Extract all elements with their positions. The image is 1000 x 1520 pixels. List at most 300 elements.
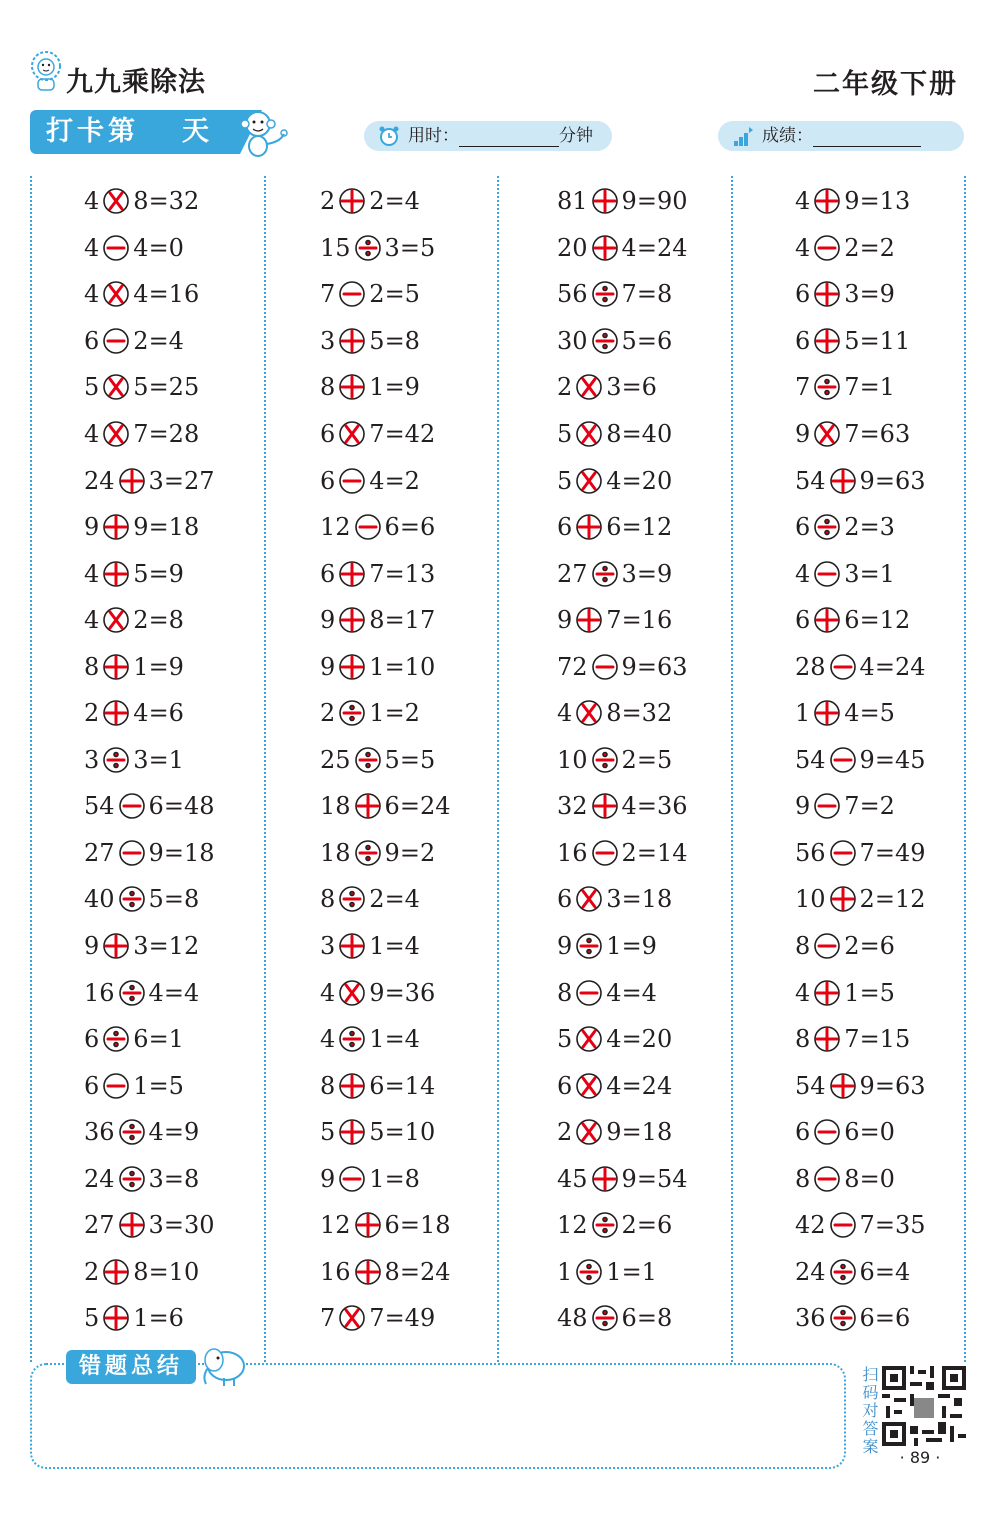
result: =2 — [384, 466, 420, 495]
exercise-row — [320, 178, 450, 225]
operand-a: 16 — [84, 978, 115, 1007]
plus-circle-icon — [338, 932, 366, 960]
operand-a: 81 — [557, 187, 588, 216]
operand-a: 9 — [84, 513, 100, 542]
result: =1 — [148, 745, 184, 774]
page-number: · 89 · — [899, 1448, 941, 1467]
exercise-row — [84, 1109, 214, 1156]
operand-a: 10 — [795, 885, 826, 914]
minus-circle-icon — [829, 746, 857, 774]
exercise-row — [557, 690, 687, 737]
result: =25 — [148, 373, 200, 402]
operand-b: 1 — [133, 1304, 149, 1333]
divide-circle-icon — [354, 839, 382, 867]
operand-a: 4 — [84, 606, 100, 635]
operand-b: 4 — [844, 699, 860, 728]
plus-circle-icon — [354, 792, 382, 820]
mistake-summary-label: 错题总结 — [66, 1350, 196, 1384]
exercise-row — [320, 364, 450, 411]
result: =5 — [636, 745, 673, 774]
divide-circle-icon — [102, 746, 130, 774]
result: =18 — [399, 1211, 451, 1240]
result: =6 — [621, 373, 657, 402]
result: =0 — [859, 1164, 895, 1193]
operand-b: 2 — [859, 885, 875, 914]
result: =9 — [148, 652, 184, 681]
operand-a: 9 — [320, 652, 336, 681]
exercise-row — [320, 225, 450, 272]
exercise-row — [84, 1202, 214, 1249]
operand-b: 3 — [844, 280, 860, 309]
divide-circle-icon — [829, 1258, 857, 1286]
times-circle-icon — [102, 420, 130, 448]
time-input-line[interactable] — [459, 126, 559, 147]
qr-code-icon[interactable] — [882, 1366, 966, 1446]
minus-circle-icon — [591, 653, 619, 681]
operand-a: 4 — [795, 233, 811, 262]
operand-a: 10 — [557, 745, 588, 774]
exercise-row — [84, 318, 214, 365]
minus-circle-icon — [338, 280, 366, 308]
operand-b: 3 — [148, 1211, 164, 1240]
operand-b: 6 — [133, 1025, 149, 1054]
operand-a: 5 — [84, 373, 100, 402]
minus-circle-icon — [575, 979, 603, 1007]
result: =1 — [621, 1257, 657, 1286]
exercise-row — [795, 225, 925, 272]
plus-circle-icon — [591, 187, 619, 215]
result: =10 — [148, 1257, 200, 1286]
plus-circle-icon — [575, 513, 603, 541]
divide-circle-icon — [591, 1304, 619, 1332]
result: =5 — [399, 233, 436, 262]
result: =8 — [384, 326, 420, 355]
operand-b: 6 — [844, 1118, 860, 1147]
plus-circle-icon — [338, 327, 366, 355]
operand-a: 25 — [320, 745, 351, 774]
operand-b: 2 — [369, 885, 385, 914]
exercise-row — [557, 783, 687, 830]
operand-a: 54 — [795, 745, 826, 774]
score-input-line[interactable] — [813, 126, 921, 147]
exercise-row — [795, 411, 925, 458]
exercise-row — [320, 923, 450, 970]
operand-a: 6 — [557, 1071, 573, 1100]
result: =4 — [621, 978, 657, 1007]
exercise-row — [557, 737, 687, 784]
elephant-mascot-icon — [198, 1344, 252, 1388]
result: =4 — [163, 978, 200, 1007]
divide-circle-icon — [575, 1258, 603, 1286]
times-circle-icon — [575, 420, 603, 448]
exercise-row — [84, 690, 214, 737]
operand-a: 7 — [795, 373, 811, 402]
operand-a: 9 — [320, 1164, 336, 1193]
exercise-row — [795, 271, 925, 318]
result: =12 — [621, 513, 673, 542]
plus-circle-icon — [338, 653, 366, 681]
check-in-label: 打卡第 — [46, 116, 139, 147]
operand-b: 1 — [369, 373, 385, 402]
result: =40 — [621, 420, 673, 448]
times-circle-icon — [575, 1118, 603, 1146]
exercise-row — [84, 457, 214, 504]
result: =5 — [859, 699, 895, 728]
operand-a: 1 — [557, 1257, 573, 1286]
result: =36 — [384, 978, 436, 1007]
monkey-mascot-icon — [232, 104, 290, 162]
exercise-row — [84, 550, 214, 597]
plus-circle-icon — [338, 1072, 366, 1100]
operand-b: 9 — [859, 745, 875, 774]
operand-b: 3 — [384, 233, 400, 262]
result: =2 — [859, 792, 895, 821]
operand-b: 7 — [621, 280, 637, 309]
operand-b: 7 — [606, 606, 622, 635]
result: =18 — [163, 838, 215, 867]
operand-b: 5 — [133, 373, 149, 402]
operand-b: 7 — [369, 559, 385, 588]
exercise-row — [557, 876, 687, 923]
divide-circle-icon — [338, 1025, 366, 1053]
divide-circle-icon — [591, 1211, 619, 1239]
operand-b: 3 — [148, 466, 164, 495]
operand-a: 4 — [84, 187, 100, 216]
result: =6 — [148, 699, 184, 728]
result: =30 — [163, 1211, 215, 1240]
exercise-row — [557, 1016, 687, 1063]
result: =9 — [621, 932, 657, 961]
operand-b: 3 — [133, 745, 149, 774]
result: =1 — [148, 1025, 184, 1054]
exercise-row — [795, 1016, 925, 1063]
operand-a: 2 — [320, 187, 336, 216]
minus-circle-icon — [829, 1211, 857, 1239]
minus-circle-icon — [102, 234, 130, 262]
minus-circle-icon — [338, 1165, 366, 1193]
minus-circle-icon — [338, 467, 366, 495]
operand-a: 2 — [557, 1118, 573, 1147]
operand-a: 45 — [557, 1164, 588, 1193]
divide-circle-icon — [118, 1118, 146, 1146]
operand-a: 54 — [795, 466, 826, 495]
result: =4 — [148, 326, 184, 355]
result: =14 — [636, 838, 688, 867]
plus-circle-icon — [591, 1165, 619, 1193]
operand-a: 6 — [795, 513, 811, 542]
day-suffix: 天 — [182, 116, 213, 147]
operand-b: 9 — [384, 838, 400, 867]
operand-b: 5 — [384, 745, 400, 774]
divide-circle-icon — [575, 932, 603, 960]
exercise-row — [84, 1295, 214, 1342]
operand-a: 24 — [795, 1257, 826, 1286]
operand-b: 7 — [844, 792, 860, 821]
exercise-row — [320, 783, 450, 830]
exercise-row — [84, 597, 214, 644]
operand-b: 1 — [369, 652, 385, 681]
operand-b: 9 — [621, 652, 637, 681]
divide-circle-icon — [591, 560, 619, 588]
exercise-column-2 — [320, 178, 450, 1342]
divide-circle-icon — [118, 885, 146, 913]
operand-a: 8 — [84, 652, 100, 681]
result: =8 — [636, 1304, 673, 1333]
operand-b: 4 — [621, 792, 637, 821]
result: =63 — [859, 420, 911, 448]
operand-b: 1 — [369, 1164, 385, 1193]
plus-circle-icon — [813, 699, 841, 727]
operand-b: 6 — [606, 513, 622, 542]
result: =8 — [163, 1164, 200, 1193]
operand-b: 8 — [606, 420, 622, 448]
result: =14 — [384, 1071, 436, 1100]
exercise-row — [84, 178, 214, 225]
operand-b: 9 — [859, 466, 875, 495]
exercise-row — [795, 1109, 925, 1156]
operand-a: 6 — [795, 326, 811, 355]
result: =9 — [148, 559, 184, 588]
result: =24 — [874, 652, 926, 681]
result: =13 — [384, 559, 436, 588]
result: =10 — [384, 1118, 436, 1147]
exercise-row — [557, 1109, 687, 1156]
exercise-row — [84, 271, 214, 318]
result: =9 — [636, 559, 673, 588]
operand-b: 6 — [384, 1211, 400, 1240]
divide-circle-icon — [829, 1304, 857, 1332]
exercise-row — [84, 225, 214, 272]
times-circle-icon — [575, 1072, 603, 1100]
operand-b: 7 — [369, 1304, 385, 1333]
operand-b: 4 — [133, 699, 149, 728]
operand-b: 2 — [844, 513, 860, 542]
operand-b: 1 — [133, 1071, 149, 1100]
result: =3 — [859, 513, 895, 542]
operand-a: 9 — [557, 932, 573, 961]
operand-a: 5 — [84, 1304, 100, 1333]
exercise-row — [795, 737, 925, 784]
operand-a: 9 — [795, 792, 811, 821]
exercise-row — [557, 504, 687, 551]
exercise-row — [557, 178, 687, 225]
operand-a: 6 — [795, 280, 811, 309]
operand-a: 9 — [795, 420, 811, 448]
operand-b: 3 — [148, 1164, 164, 1193]
operand-b: 2 — [133, 606, 149, 635]
exercise-row — [320, 318, 450, 365]
plus-circle-icon — [591, 792, 619, 820]
exercise-row — [557, 1249, 687, 1296]
result: =9 — [384, 373, 420, 402]
operand-a: 6 — [320, 420, 336, 448]
exercise-row — [557, 318, 687, 365]
exercise-column-4 — [795, 178, 925, 1342]
time-label: 用时： — [408, 126, 459, 146]
exercise-row — [320, 1155, 450, 1202]
operand-a: 4 — [84, 233, 100, 262]
exercise-row — [557, 923, 687, 970]
column-divider — [497, 176, 499, 1362]
exercise-row — [320, 457, 450, 504]
operand-a: 8 — [320, 373, 336, 402]
operand-a: 6 — [557, 513, 573, 542]
operand-a: 9 — [320, 606, 336, 635]
operand-a: 4 — [84, 280, 100, 309]
plus-circle-icon — [102, 1304, 130, 1332]
exercise-row — [557, 411, 687, 458]
plus-circle-icon — [338, 606, 366, 634]
exercise-row — [795, 178, 925, 225]
exercise-row — [557, 597, 687, 644]
operand-b: 3 — [844, 559, 860, 588]
plus-circle-icon — [354, 1258, 382, 1286]
result: =35 — [874, 1211, 926, 1240]
operand-a: 5 — [557, 1025, 573, 1054]
result: =6 — [859, 932, 895, 961]
exercise-row — [795, 318, 925, 365]
operand-a: 5 — [557, 420, 573, 448]
result: =4 — [384, 932, 420, 961]
score-field — [718, 121, 964, 151]
operand-a: 54 — [84, 792, 115, 821]
plus-circle-icon — [102, 699, 130, 727]
operand-b: 8 — [384, 1257, 400, 1286]
result: =49 — [384, 1304, 436, 1333]
exercise-row — [320, 550, 450, 597]
operand-b: 7 — [133, 420, 149, 448]
result: =24 — [399, 792, 451, 821]
operand-a: 48 — [557, 1304, 588, 1333]
result: =20 — [621, 466, 673, 495]
exercise-row — [557, 643, 687, 690]
exercise-row — [84, 969, 214, 1016]
exercise-row — [795, 1202, 925, 1249]
exercise-row — [795, 1249, 925, 1296]
exercise-row — [795, 364, 925, 411]
operand-a: 2 — [84, 1257, 100, 1286]
result: =8 — [384, 1164, 420, 1193]
result: =48 — [163, 792, 215, 821]
divide-circle-icon — [102, 1025, 130, 1053]
exercise-row — [557, 1295, 687, 1342]
result: =9 — [859, 280, 895, 309]
operand-a: 27 — [84, 838, 115, 867]
operand-a: 18 — [320, 838, 351, 867]
operand-a: 27 — [84, 1211, 115, 1240]
operand-a: 72 — [557, 652, 588, 681]
operand-a: 24 — [84, 466, 115, 495]
exercise-row — [795, 1295, 925, 1342]
operand-a: 6 — [795, 606, 811, 635]
operand-b: 6 — [384, 792, 400, 821]
operand-a: 36 — [795, 1304, 826, 1333]
result: =63 — [874, 1071, 926, 1100]
operand-a: 16 — [557, 838, 588, 867]
times-circle-icon — [575, 699, 603, 727]
result: =17 — [384, 606, 436, 635]
operand-b: 3 — [621, 559, 637, 588]
plus-circle-icon — [813, 1025, 841, 1053]
operand-b: 8 — [844, 1164, 860, 1193]
minus-circle-icon — [813, 560, 841, 588]
scan-for-answers-label: 扫码对答案 — [860, 1366, 879, 1456]
result: =4 — [874, 1257, 911, 1286]
result: =6 — [874, 1304, 911, 1333]
exercise-row — [320, 1016, 450, 1063]
plus-circle-icon — [102, 513, 130, 541]
result: =16 — [148, 280, 200, 309]
plus-circle-icon — [813, 979, 841, 1007]
operand-b: 2 — [621, 745, 637, 774]
exercise-row — [795, 550, 925, 597]
operand-b: 7 — [844, 373, 860, 402]
operand-b: 3 — [606, 373, 622, 402]
minus-circle-icon — [354, 513, 382, 541]
operand-a: 27 — [557, 559, 588, 588]
operand-a: 4 — [84, 559, 100, 588]
operand-b: 5 — [148, 885, 164, 914]
result: =9 — [163, 1118, 200, 1147]
operand-a: 3 — [84, 745, 100, 774]
operand-b: 6 — [369, 1071, 385, 1100]
plus-circle-icon — [102, 932, 130, 960]
divide-circle-icon — [338, 885, 366, 913]
operand-a: 12 — [320, 1211, 351, 1240]
times-circle-icon — [102, 280, 130, 308]
result: =4 — [384, 187, 420, 216]
exercise-row — [320, 504, 450, 551]
plus-circle-icon — [813, 187, 841, 215]
operand-a: 4 — [84, 420, 100, 448]
result: =10 — [384, 652, 436, 681]
column-divider — [30, 176, 32, 1362]
exercise-row — [84, 411, 214, 458]
times-circle-icon — [813, 420, 841, 448]
operand-b: 1 — [606, 932, 622, 961]
result: =2 — [859, 233, 895, 262]
times-circle-icon — [575, 1025, 603, 1053]
exercise-row — [320, 643, 450, 690]
operand-a: 4 — [795, 187, 811, 216]
operand-b: 1 — [844, 978, 860, 1007]
result: =2 — [399, 838, 436, 867]
exercise-row — [320, 1249, 450, 1296]
operand-b: 5 — [369, 326, 385, 355]
operand-a: 12 — [557, 1211, 588, 1240]
result: =18 — [621, 885, 673, 914]
operand-b: 3 — [606, 885, 622, 914]
operand-b: 4 — [859, 652, 875, 681]
exercise-row — [320, 876, 450, 923]
minus-circle-icon — [813, 932, 841, 960]
operand-b: 6 — [621, 1304, 637, 1333]
operand-a: 4 — [557, 699, 573, 728]
result: =42 — [384, 420, 436, 448]
result: =1 — [859, 373, 895, 402]
plus-circle-icon — [829, 885, 857, 913]
operand-b: 4 — [133, 233, 149, 262]
exercise-row — [557, 225, 687, 272]
operand-a: 18 — [320, 792, 351, 821]
plus-circle-icon — [354, 1211, 382, 1239]
minus-circle-icon — [118, 792, 146, 820]
divide-circle-icon — [118, 979, 146, 1007]
operand-b: 9 — [621, 1164, 637, 1193]
times-circle-icon — [338, 1304, 366, 1332]
operand-a: 8 — [795, 932, 811, 961]
result: =24 — [399, 1257, 451, 1286]
